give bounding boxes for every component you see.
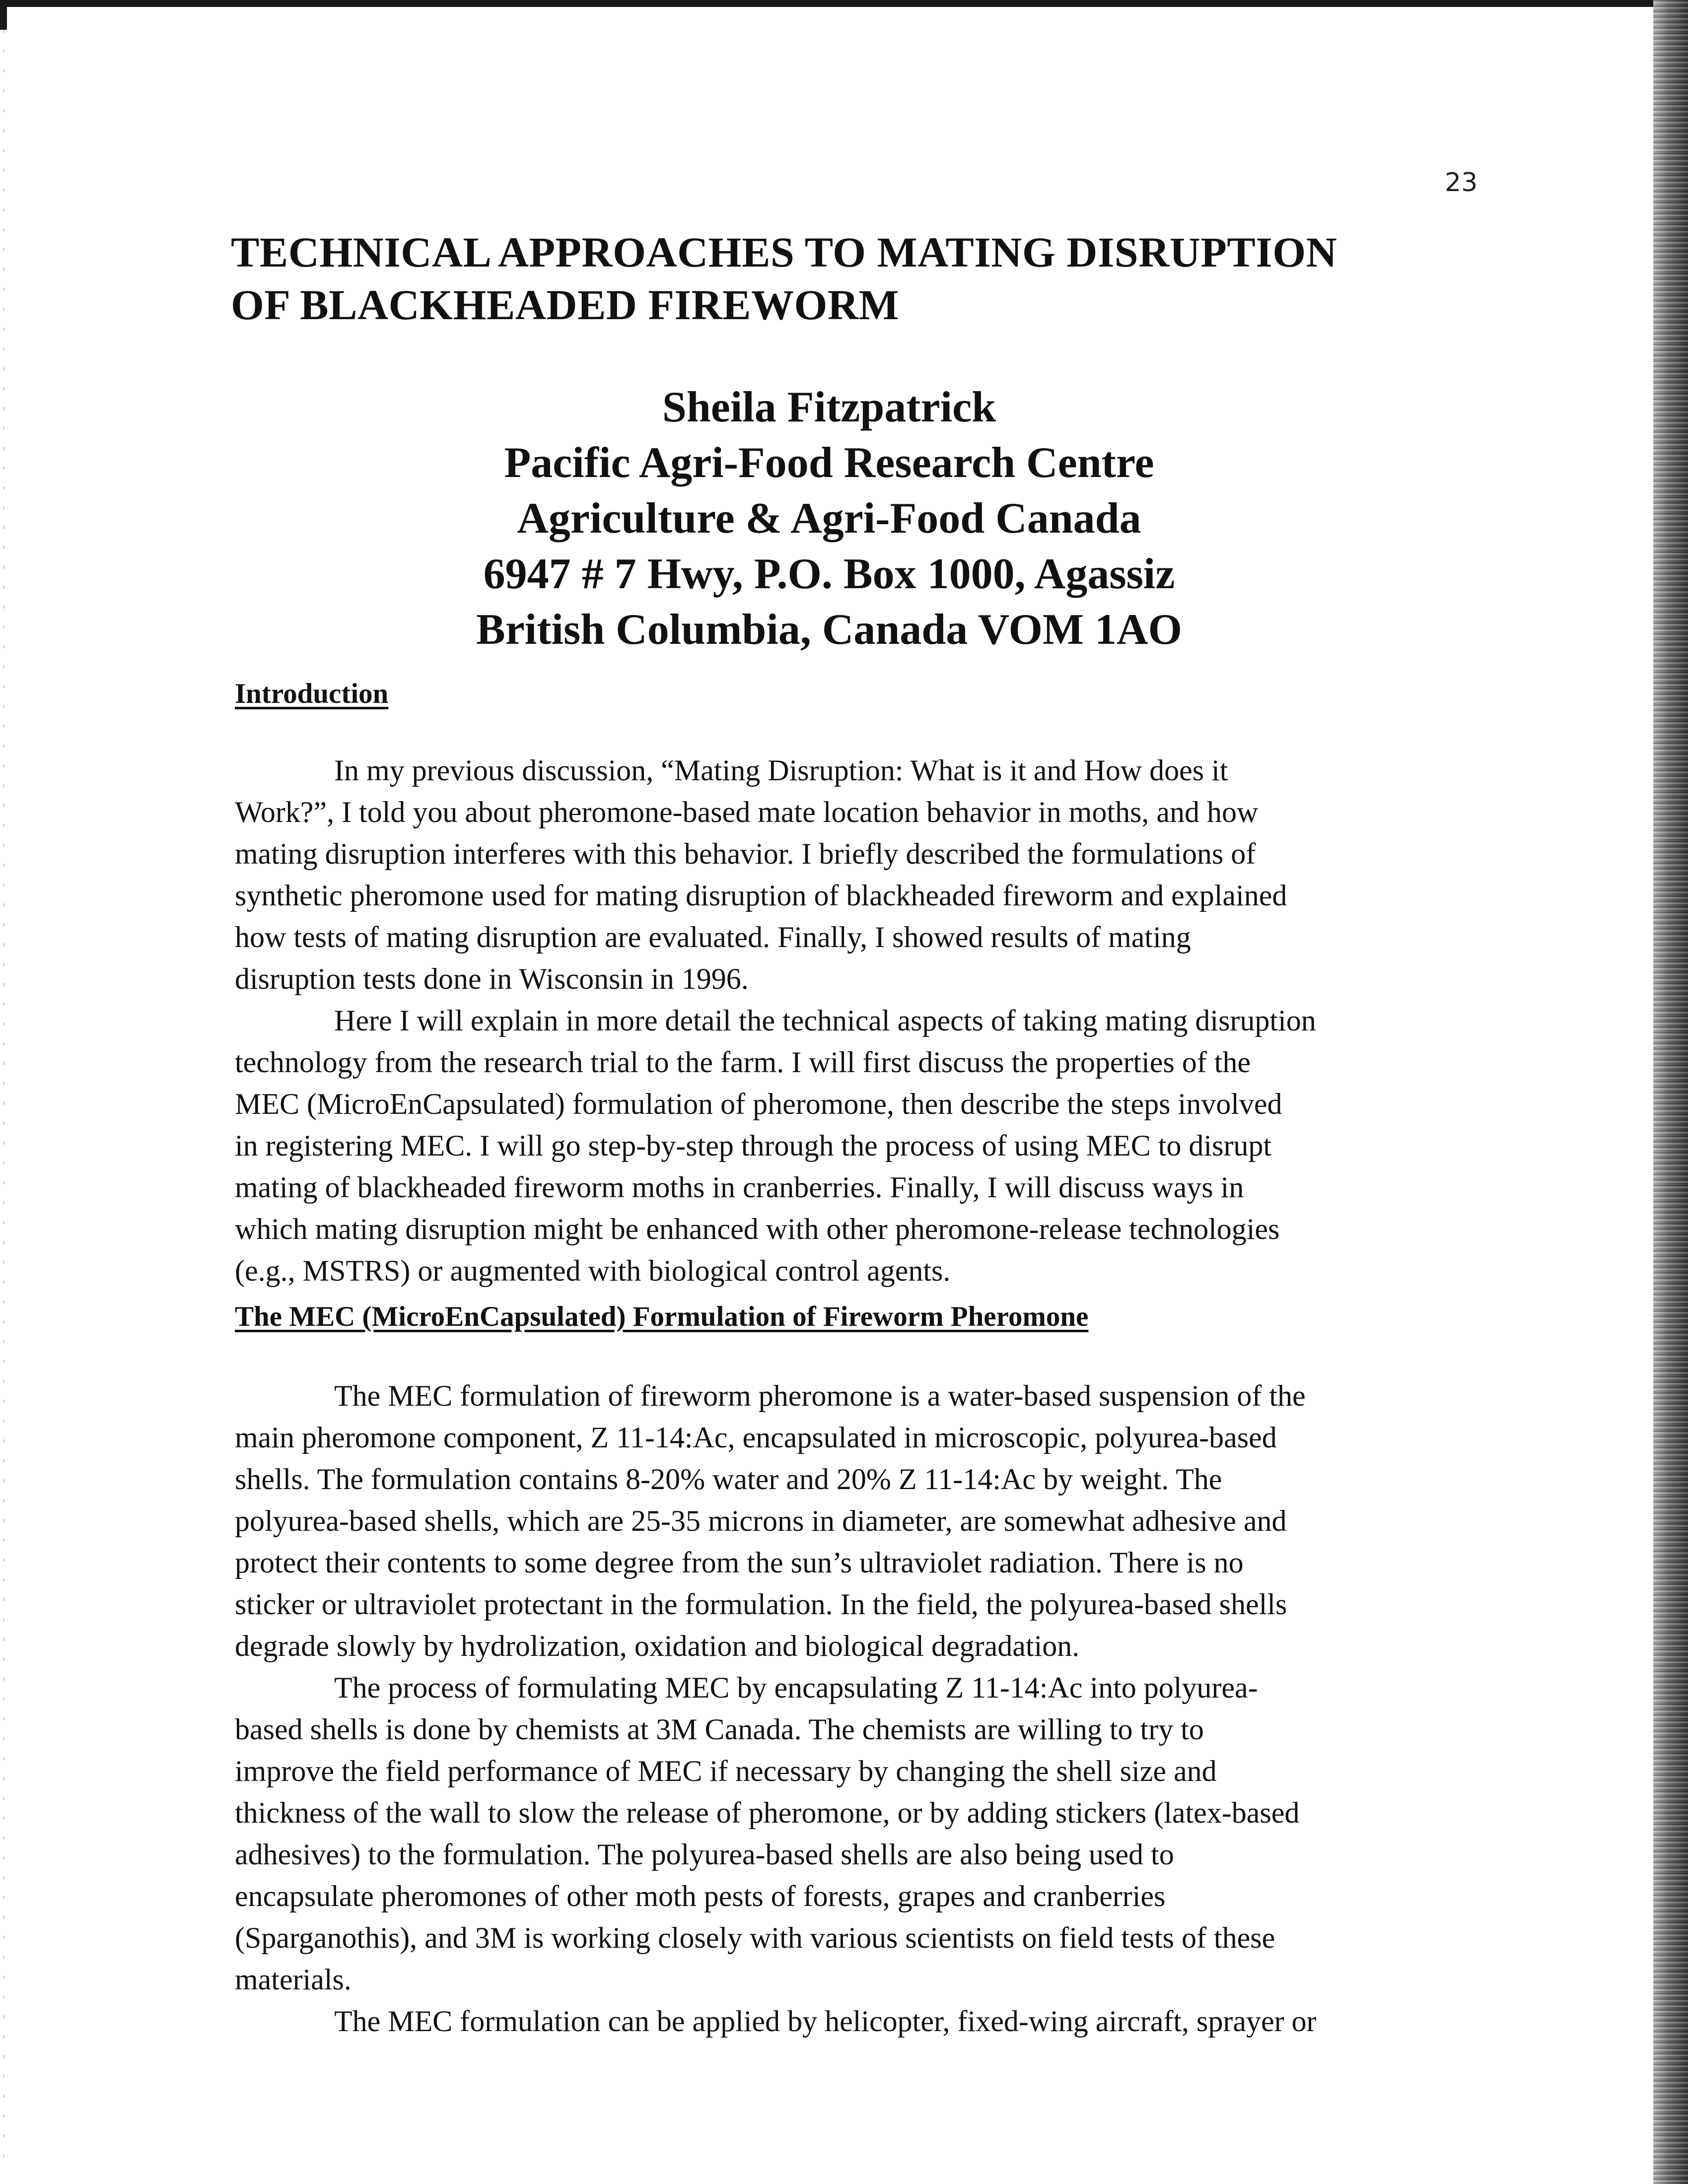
text-line: in registering MEC. I will go step-by-step through the process of using MEC to disrupt xyxy=(235,1129,1272,1162)
introduction-text xyxy=(235,750,1316,1292)
text-line: protect their contents to some degree from the sun’s ultraviolet radiation. There is no xyxy=(235,1546,1244,1579)
scan-top-edge xyxy=(0,0,1653,7)
address-region: British Columbia, Canada VOM 1AO xyxy=(476,606,1182,654)
text-line: The process of formulating MEC by encapsulating Z 11-14:Ac into polyurea- xyxy=(334,1671,1258,1704)
address-street: 6947 # 7 Hwy, P.O. Box 1000, Agassiz xyxy=(483,550,1175,598)
mec-text xyxy=(235,1375,1317,2042)
author-block xyxy=(231,380,1427,658)
text-line: which mating disruption might be enhanced with other pheromone-release technologies xyxy=(235,1213,1280,1245)
text-line: disruption tests done in Wisconsin in 1996. xyxy=(235,962,749,995)
page-number: 23 xyxy=(1445,168,1478,198)
scan-left-edge xyxy=(3,30,4,2164)
text-line: shells. The formulation contains 8-20% water and 20% Z 11-14:Ac by weight. The xyxy=(235,1463,1222,1496)
text-line: mating disruption interferes with this behavior. I briefly described the formulations of xyxy=(235,837,1256,870)
text-line: materials. xyxy=(235,1963,352,1996)
text-line: technology from the research trial to the farm. I will first discuss the properties of the xyxy=(235,1046,1251,1079)
section-heading-introduction: Introduction xyxy=(235,678,389,709)
title-line: TECHNICAL APPROACHES TO MATING DISRUPTION xyxy=(231,228,1337,276)
text-line: (Sparganothis), and 3M is working closely with various scientists on field tests of these xyxy=(235,1921,1275,1954)
title-line: OF BLACKHEADED FIREWORM xyxy=(231,281,900,329)
affiliation-department: Agriculture & Agri-Food Canada xyxy=(517,494,1141,543)
text-line: Work?”, I told you about pheromone-based mate location behavior in moths, and how xyxy=(235,796,1259,828)
author-name: Sheila Fitzpatrick xyxy=(662,383,996,431)
scan-corner-mark xyxy=(0,0,7,30)
document-title xyxy=(231,226,1447,331)
text-line: based shells is done by chemists at 3M Canada. The chemists are willing to try to xyxy=(235,1713,1204,1746)
text-line: degrade slowly by hydrolization, oxidation and biological degradation. xyxy=(235,1630,1080,1662)
text-line: polyurea-based shells, which are 25-35 microns in diameter, are somewhat adhesive and xyxy=(235,1504,1287,1537)
text-line: adhesives) to the formulation. The polyurea-based shells are also being used to xyxy=(235,1838,1174,1871)
text-line: In my previous discussion, “Mating Disruption: What is it and How does it xyxy=(334,754,1228,787)
text-line: (e.g., MSTRS) or augmented with biological control agents. xyxy=(235,1254,951,1287)
text-line: The MEC formulation of fireworm pheromone is a water-based suspension of the xyxy=(334,1379,1306,1412)
text-line: The MEC formulation can be applied by helicopter, fixed-wing aircraft, sprayer or xyxy=(334,2005,1317,2038)
text-line: thickness of the wall to slow the release of pheromone, or by adding stickers (latex-based xyxy=(235,1796,1300,1829)
text-line: how tests of mating disruption are evaluated. Finally, I showed results of mating xyxy=(235,921,1191,954)
section-heading-mec: The MEC (MicroEnCapsulated) Formulation of Fireworm Pheromone xyxy=(235,1301,1089,1332)
text-line: sticker or ultraviolet protectant in the formulation. In the field, the polyurea-based shells xyxy=(235,1588,1287,1621)
text-line: improve the field performance of MEC if necessary by changing the shell size and xyxy=(235,1755,1217,1787)
text-line: main pheromone component, Z 11-14:Ac, encapsulated in microscopic, polyurea-based xyxy=(235,1421,1277,1454)
text-line: synthetic pheromone used for mating disruption of blackheaded fireworm and explained xyxy=(235,879,1287,912)
scan-right-noise xyxy=(1653,0,1688,2184)
text-line: encapsulate pheromones of other moth pests of forests, grapes and cranberries xyxy=(235,1880,1166,1912)
text-line: mating of blackheaded fireworm moths in cranberries. Finally, I will discuss ways in xyxy=(235,1171,1244,1204)
affiliation-centre: Pacific Agri-Food Research Centre xyxy=(504,439,1154,487)
text-line: MEC (MicroEnCapsulated) formulation of pheromone, then describe the steps involved xyxy=(235,1088,1282,1120)
text-line: Here I will explain in more detail the technical aspects of taking mating disruption xyxy=(334,1004,1316,1037)
